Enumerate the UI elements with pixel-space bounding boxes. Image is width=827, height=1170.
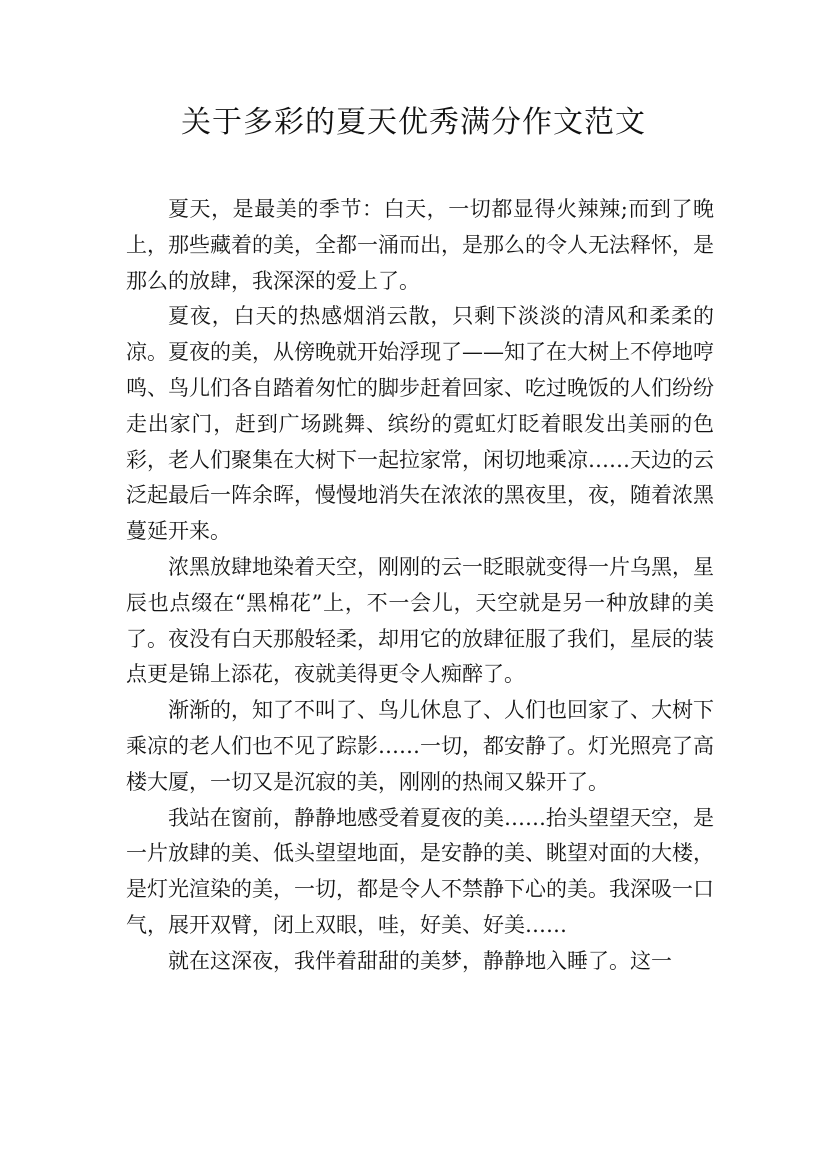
paragraph: 浓黑放肆地染着天空，刚刚的云一眨眼就变得一片乌黑，星辰也点缀在“黑棉花”上，不一会儿，天空就是另一种放肆的美了。夜没有白天那般轻柔，却用它的放肆征服了我们，星辰的装点更是锦上添花，夜就美得更令人痴醉了。	[126, 554, 714, 687]
paragraph: 我站在窗前，静静地感受着夏夜的美……抬头望望天空，是一片放肆的美、低头望望地面，是安静的美、眺望对面的大楼，是灯光渲染的美，一切，都是令人不禁静下心的美。我深吸一口气，展开双臂，闭上双眼，哇，好美、好美……	[126, 805, 714, 937]
document-title: 关于多彩的夏天优秀满分作文范文	[181, 105, 646, 140]
paragraph: 夏夜，白天的热感烟消云散，只剩下淡淡的清风和柔柔的凉。夏夜的美，从傍晚就开始浮现了——知了在大树上不停地哼鸣、鸟儿们各自踏着匆忙的脚步赶着回家、吃过晚饭的人们纷纷走出家门，赶到广场跳舞、缤纷的霓虹灯眨着眼发出美丽的色彩，老人们聚集在大树下一起拉家常，闲切地乘凉……天边的云泛起最后一阵余晖，慢慢地消失在浓浓的黑夜里，夜，随着浓黑蔓延开来。	[126, 304, 714, 544]
document-body	[126, 192, 714, 980]
paragraph: 渐渐的，知了不叫了、鸟儿休息了、人们也回家了、大树下乘凉的老人们也不见了踪影……一切，都安静了。灯光照亮了高楼大厦，一切又是沉寂的美，刚刚的热闹又躲开了。	[126, 698, 714, 794]
paragraph: 夏天，是最美的季节：白天，一切都显得火辣辣;而到了晚上，那些藏着的美，全都一涌而出，是那么的令人无法释怀，是那么的放肆，我深深的爱上了。	[126, 197, 714, 293]
paragraph: 就在这深夜，我伴着甜甜的美梦，静静地入睡了。这一	[168, 948, 672, 973]
